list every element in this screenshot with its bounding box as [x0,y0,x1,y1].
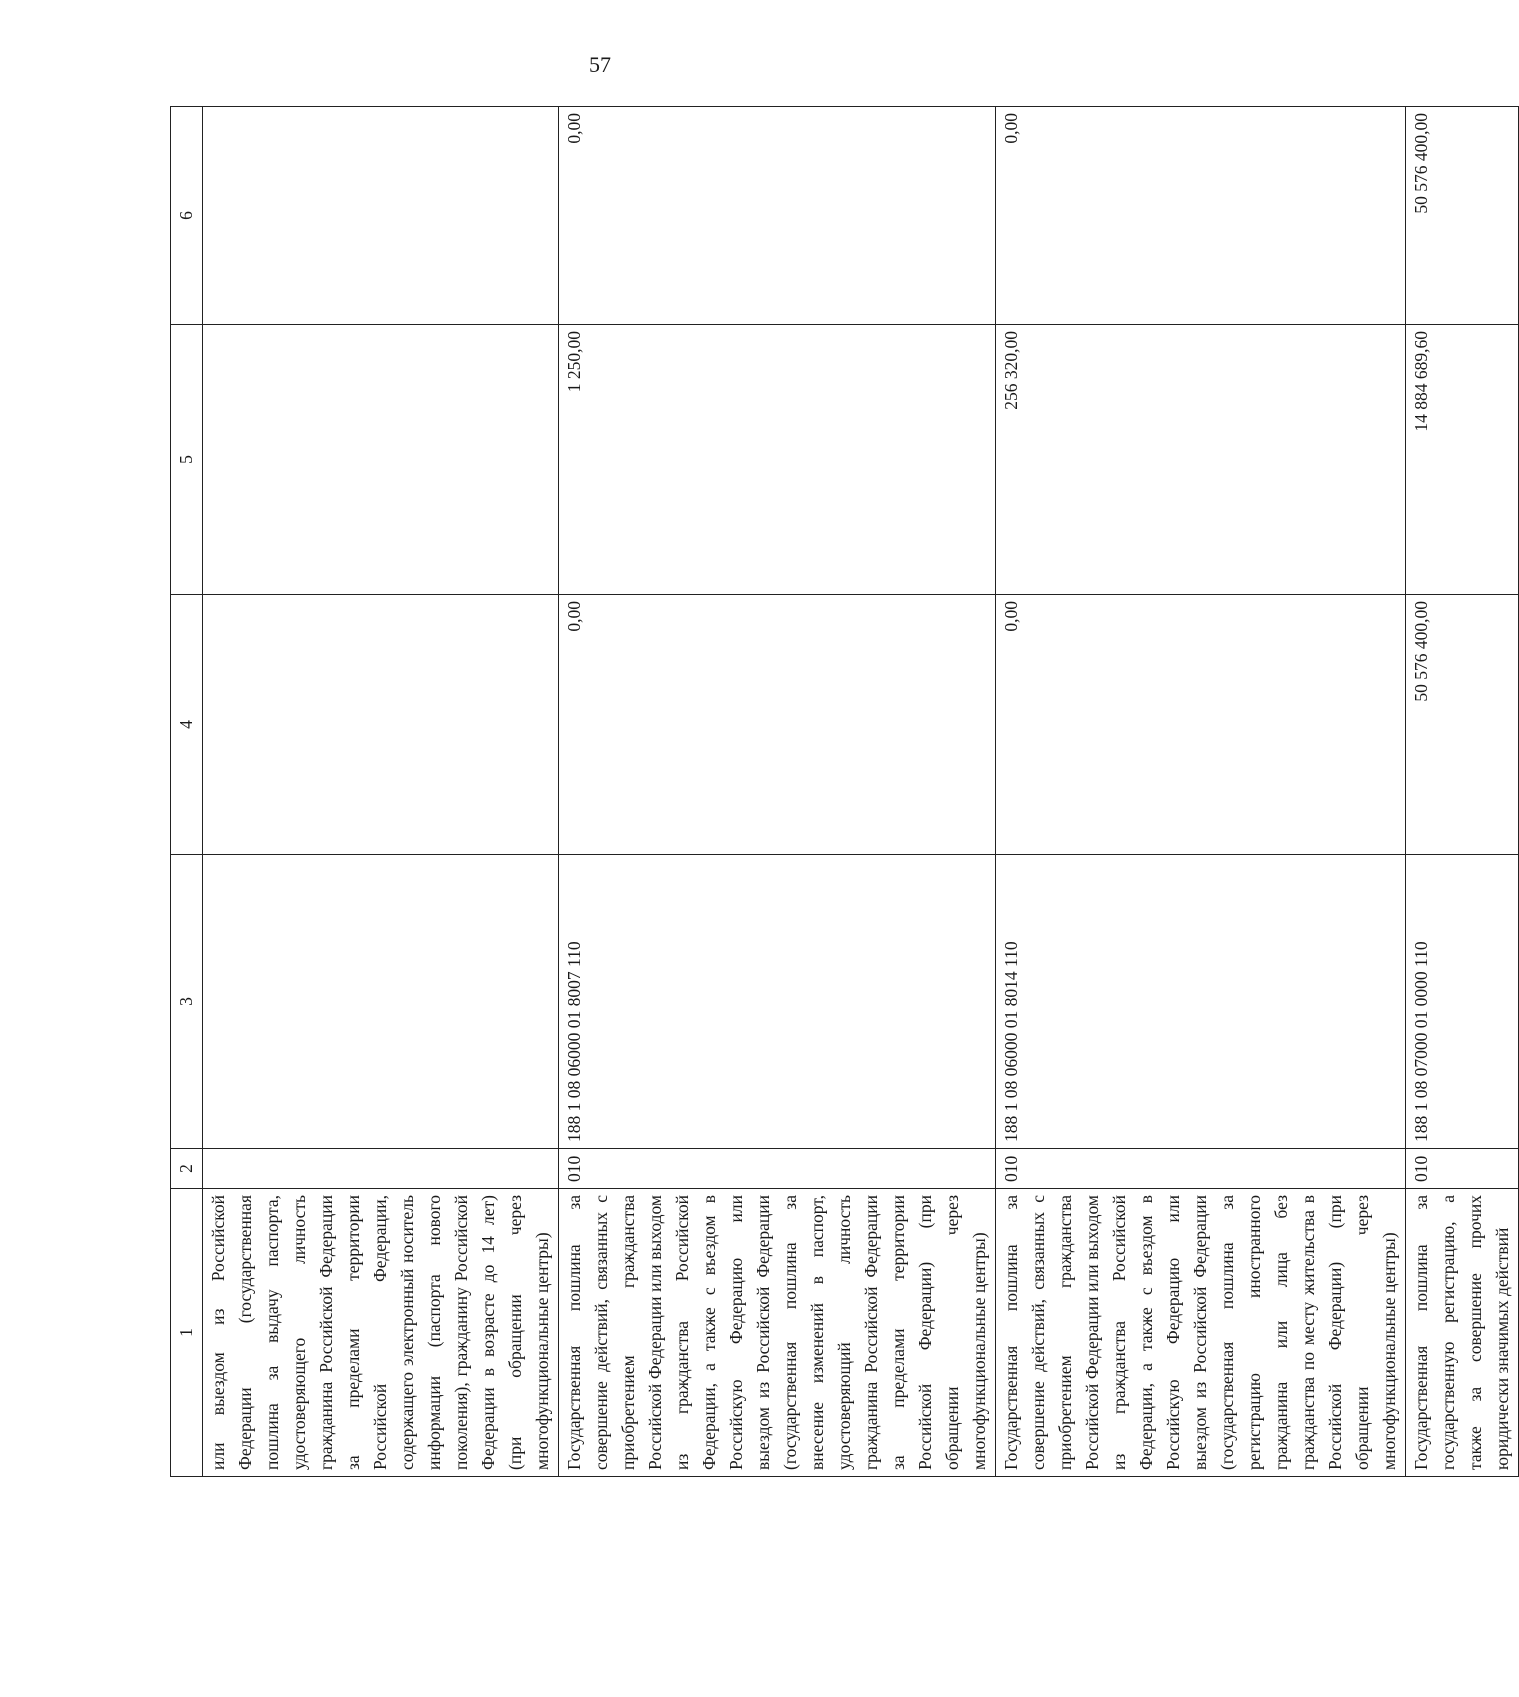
row-value-5: 1 250,00 [559,325,996,595]
row-value-4: 0,00 [559,595,996,855]
row-kbk [203,855,559,1149]
row-value-6: 0,00 [559,107,996,325]
header-cell-1: 1 [171,1189,203,1477]
row-description: Государственная пошлина за совершение действий, связанных с приобретением гражданства Российской Федерации или выходом из гражданства Российской Федерации, а также с въездом в Российскую Федерацию или выездом из Российской Федерации (государственная пошлина за регистрацию иностранного гражданина или лица без гражданства по месту жительства в Российской Федерации) (при обращении через многофункциональные центры) [996,1189,1406,1477]
row-kbk: 188 1 08 06000 01 8007 110 [559,855,996,1149]
header-cell-3: 3 [171,855,203,1149]
row-code: 010 [559,1149,996,1189]
header-cell-5: 5 [171,325,203,595]
row-value-4: 0,00 [996,595,1406,855]
row-value-5 [203,325,559,595]
row-code: 010 [996,1149,1406,1189]
header-cell-6: 6 [171,107,203,325]
row-value-4: 50 576 400,00 [1406,595,1519,855]
row-value-6 [203,107,559,325]
table-row [559,107,996,1477]
row-code: 010 [1406,1149,1519,1189]
page-number: 57 [589,52,611,77]
table-header-row [171,107,203,1477]
row-description: Государственная пошлина за совершение действий, связанных с приобретением гражданства Российской Федерации или выходом из гражданства Российской Федерации, а также с въездом в Российскую Федерацию или выездом из Российской Федерации (государственная пошлина за внесение изменений в паспорт, удостоверяющий личность гражданина Российской Федерации за пределами территории Российской Федерации) (при обращении через многофункциональные центры) [559,1189,996,1477]
row-value-5: 14 884 689,60 [1406,325,1519,595]
row-value-4 [203,595,559,855]
rotated-table-frame [170,107,1512,1477]
header-cell-2: 2 [171,1149,203,1189]
budget-table [170,106,1519,1477]
row-value-5: 256 320,00 [996,325,1406,595]
row-code [203,1149,559,1189]
header-cell-4: 4 [171,595,203,855]
row-description: Государственная пошлина за государственную регистрацию, а также за совершение прочих юридически значимых действий [1406,1189,1519,1477]
row-value-6: 0,00 [996,107,1406,325]
table-row [996,107,1406,1477]
rotated-table-content [170,107,1512,1477]
row-kbk: 188 1 08 07000 01 0000 110 [1406,855,1519,1149]
row-kbk: 188 1 08 06000 01 8014 110 [996,855,1406,1149]
table-row [203,107,559,1477]
table-row [1406,107,1519,1477]
row-description: или выездом из Российской Федерации (государственная пошлина за выдачу паспорта, удостоверяющего личность гражданина Российской Федерации за пределами территории Российской Федерации, содержащего электронный носитель информации (паспорта нового поколения), гражданину Российской Федерации в возрасте до 14 лет) (при обращении через многофункциональные центры) [203,1189,559,1477]
row-value-6: 50 576 400,00 [1406,107,1519,325]
